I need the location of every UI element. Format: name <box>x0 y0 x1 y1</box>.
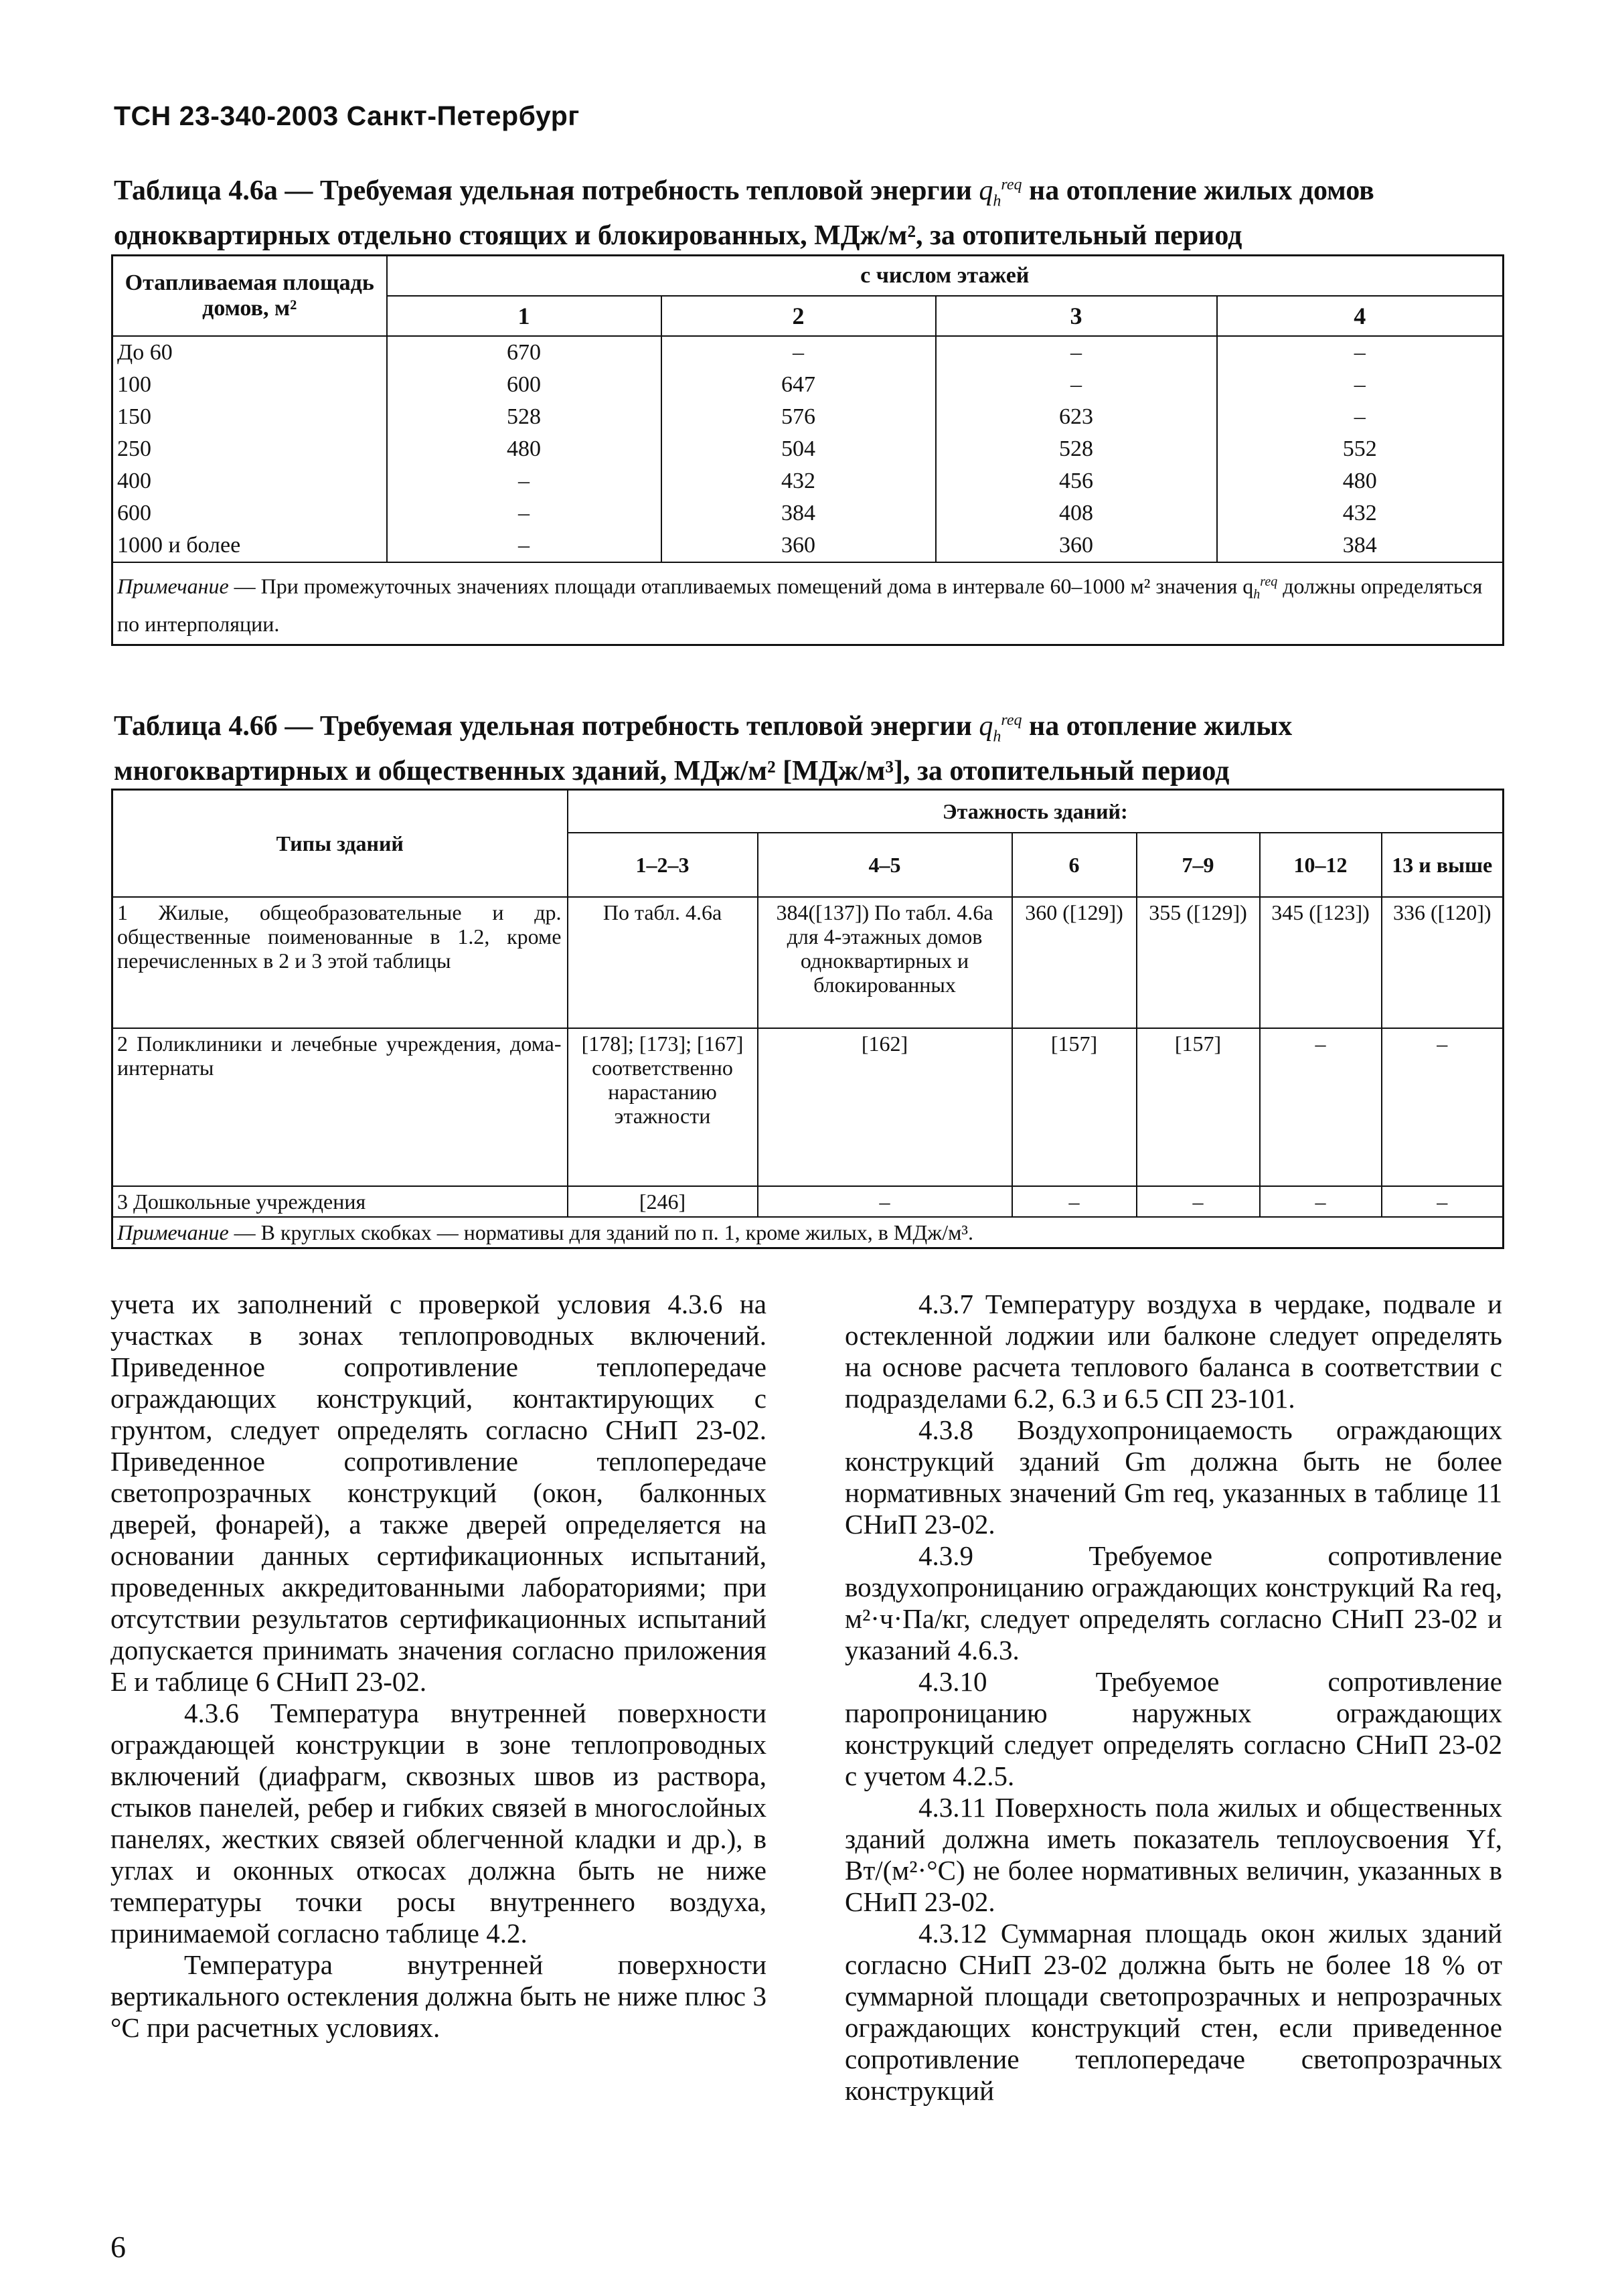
table-cell: – <box>1260 1028 1382 1186</box>
table-cell: 345 ([123]) <box>1260 897 1382 1028</box>
table-a-floor-col: 4 <box>1217 296 1504 336</box>
table-row <box>112 433 1504 465</box>
table-cell: – <box>387 465 661 497</box>
note-text: — В круглых скобках — нормативы для зданий по п. 1, кроме жилых, в МДж/м³. <box>228 1220 973 1244</box>
table-b-floor-col: 7–9 <box>1137 833 1260 897</box>
table-a-header-floors: с числом этажей <box>387 256 1504 297</box>
table-cell: 528 <box>387 401 661 433</box>
table-a-floor-col: 2 <box>661 296 936 336</box>
table-row <box>112 1028 1504 1186</box>
table-row <box>112 369 1504 401</box>
table-a-caption <box>114 167 1500 253</box>
table-a-caption-lead: Таблица 4.6а — Требуемая удельная потребность тепловой энергии <box>114 175 972 206</box>
table-cell: 432 <box>1217 497 1504 529</box>
table-b-header-types: Типы зданий <box>112 790 568 898</box>
table-cell: 528 <box>936 433 1217 465</box>
q-req-symbol: $q_h^{req}$ <box>979 175 1022 210</box>
table-b-floor-col: 4–5 <box>758 833 1012 897</box>
table-cell: 384 <box>661 497 936 529</box>
table-cell: – <box>936 369 1217 401</box>
table-b-caption <box>114 703 1500 789</box>
table-cell: 2 Поликлиники и лечебные учреждения, дома-интернаты <box>112 1028 568 1186</box>
paragraph: 4.3.6 Температура внутренней поверхности ограждающей конструкции в зоне теплопроводных включений (диафрагм, сквозных швов из раствора, стыков панелей, ребер и гибких связей в многослойных панелях, жестких связей облегченной кладки и др.), в углах и оконных откосах должна быть не ниже температуры точки росы внутреннего воздуха, принимаемой согласно таблице 4.2. <box>110 1698 767 1949</box>
table-cell: – <box>1217 336 1504 369</box>
table-cell: 670 <box>387 336 661 369</box>
table-cell: 600 <box>387 369 661 401</box>
paragraph: 4.3.11 Поверхность пола жилых и общественных зданий должна иметь показатель теплоусвоения Yf, Вт/(м²·°С) не более нормативных величин, указанных в СНиП 23-02. <box>845 1792 1502 1917</box>
table-b-floor-col: 1–2–3 <box>568 833 758 897</box>
table-cell: – <box>1217 369 1504 401</box>
table-b-caption-tail: на отопление жилых многоквартирных и общественных зданий, МДж/м² [МДж/м³], за отопительный период <box>114 711 1293 787</box>
table-cell: [246] <box>568 1186 758 1217</box>
table-a <box>111 254 1504 646</box>
note-text: — При промежуточных значениях площади отапливаемых помещений дома в интервале 60–1000 м² значения q <box>228 574 1254 598</box>
table-cell: 1 Жилые, общеобразовательные и др. общественные поименованные в 1.2, кроме перечисленных в 2 и 3 этой таблицы <box>112 897 568 1028</box>
table-cell: [162] <box>758 1028 1012 1186</box>
table-row <box>112 497 1504 529</box>
table-cell: – <box>1260 1186 1382 1217</box>
table-row <box>112 401 1504 433</box>
paragraph: 4.3.10 Требуемое сопротивление паропроницанию наружных ограждающих конструкций следует определять согласно СНиП 23-02 с учетом 4.2.5. <box>845 1666 1502 1791</box>
table-cell: 647 <box>661 369 936 401</box>
table-cell: – <box>758 1186 1012 1217</box>
table-cell: 400 <box>112 465 387 497</box>
table-a-floor-col: 3 <box>936 296 1217 336</box>
paragraph: Температура внутренней поверхности вертикального остекления должна быть не ниже плюс 3 °С при расчетных условиях. <box>110 1949 767 2043</box>
table-cell: 100 <box>112 369 387 401</box>
table-b-header-floors: Этажность зданий: <box>568 790 1504 833</box>
table-cell: 552 <box>1217 433 1504 465</box>
table-cell: 576 <box>661 401 936 433</box>
table-a-floor-col: 1 <box>387 296 661 336</box>
body-column-right <box>845 1289 1502 2107</box>
table-cell: 408 <box>936 497 1217 529</box>
running-head: ТСН 23-340-2003 Санкт-Петербург <box>114 100 580 131</box>
table-cell: 384 <box>1217 529 1504 562</box>
table-cell: 480 <box>387 433 661 465</box>
table-a-caption-tail: на отопление жилых домов одноквартирных отдельно стоящих и блокированных, МДж/м², за отопительный период <box>114 175 1374 252</box>
table-row <box>112 529 1504 562</box>
table-cell: 360 <box>936 529 1217 562</box>
table-row <box>112 465 1504 497</box>
note-label: Примечание <box>117 1220 229 1244</box>
table-cell: 150 <box>112 401 387 433</box>
table-cell: По табл. 4.6а <box>568 897 758 1028</box>
table-cell: 250 <box>112 433 387 465</box>
table-cell: – <box>1382 1028 1504 1186</box>
table-cell: 504 <box>661 433 936 465</box>
table-cell: До 60 <box>112 336 387 369</box>
table-row <box>112 897 1504 1028</box>
table-cell: 360 <box>661 529 936 562</box>
table-cell: [157] <box>1012 1028 1137 1186</box>
table-cell: – <box>1382 1186 1504 1217</box>
table-b-floor-col: 6 <box>1012 833 1137 897</box>
table-cell: 432 <box>661 465 936 497</box>
table-cell: – <box>387 497 661 529</box>
paragraph: 4.3.8 Воздухопроницаемость ограждающих конструкций зданий Gm должна быть не более нормативных значений Gm req, указанных в таблице 11 СНиП 23-02. <box>845 1414 1502 1540</box>
table-cell: – <box>1012 1186 1137 1217</box>
table-cell: 600 <box>112 497 387 529</box>
q-req-symbol: $q_h^{req}$ <box>979 711 1022 746</box>
note-label: Примечание <box>117 574 229 598</box>
table-cell: 355 ([129]) <box>1137 897 1260 1028</box>
table-b-note <box>112 1217 1504 1248</box>
table-a-note: Примечание — При промежуточных значениях площади отапливаемых помещений дома в интервале 60–1000 м² значения $q_h^{req}$ должны определяться по интерполяции. <box>112 562 1504 645</box>
table-cell: – <box>387 529 661 562</box>
table-cell: 336 ([120]) <box>1382 897 1504 1028</box>
table-cell: 456 <box>936 465 1217 497</box>
table-cell: – <box>1137 1186 1260 1217</box>
table-cell: – <box>936 336 1217 369</box>
table-cell: 623 <box>936 401 1217 433</box>
table-cell: 1000 и более <box>112 529 387 562</box>
table-b-floor-col: 10–12 <box>1260 833 1382 897</box>
table-cell: 384([137]) По табл. 4.6а для 4-этажных домов одноквартирных и блокированных <box>758 897 1012 1028</box>
table-cell: – <box>661 336 936 369</box>
paragraph: учета их заполнений с проверкой условия 4.3.6 на участках в зонах теплопроводных включений. Приведенное сопротивление теплопередаче ограждающих конструкций, контактирующих с грунтом, следует определять согласно СНиП 23-02. Приведенное сопротивление теплопередаче светопрозрачных конструкций (окон, балконных дверей, фонарей), а также дверей определяется на основании данных сертификационных испытаний, проведенных аккредитованными лабораториями; при отсутствии результатов сертификационных испытаний допускается принимать значения согласно приложения Е и таблице 6 СНиП 23-02. <box>110 1289 767 1697</box>
table-cell: 3 Дошкольные учреждения <box>112 1186 568 1217</box>
paragraph: 4.3.7 Температуру воздуха в чердаке, подвале и остекленной лоджии или балконе следует определять на основе расчета теплового баланса в соответствии с подразделами 6.2, 6.3 и 6.5 СП 23-101. <box>845 1289 1502 1414</box>
table-cell: [178]; [173]; [167] соответственно нарастанию этажности <box>568 1028 758 1186</box>
note-tail: должны определяться по интерполяции. <box>117 574 1483 637</box>
table-b <box>111 789 1504 1249</box>
paragraph: 4.3.9 Требуемое сопротивление воздухопроницанию ограждающих конструкций Ra req, м²·ч·Па/кг, следует определять согласно СНиП 23-02 и указаний 4.6.3. <box>845 1540 1502 1665</box>
table-a-header-area: Отапливаемая площадь домов, м² <box>112 256 387 337</box>
page-number: 6 <box>110 2230 126 2264</box>
paragraph: 4.3.12 Суммарная площадь окон жилых зданий согласно СНиП 23-02 должна быть не более 18 % от суммарной площади светопрозрачных и непрозрачных ограждающих конструкций стен, если приведенное сопротивление теплопередаче светопрозрачных конструкций <box>845 1918 1502 2106</box>
table-row <box>112 1186 1504 1217</box>
table-cell: 360 ([129]) <box>1012 897 1137 1028</box>
table-cell: [157] <box>1137 1028 1260 1186</box>
table-b-caption-lead: Таблица 4.6б — Требуемая удельная потребность тепловой энергии <box>114 711 972 742</box>
table-cell: – <box>1217 401 1504 433</box>
table-b-floor-col: 13 и выше <box>1382 833 1504 897</box>
table-cell: 480 <box>1217 465 1504 497</box>
table-row <box>112 336 1504 369</box>
body-column-left <box>110 1289 767 2044</box>
